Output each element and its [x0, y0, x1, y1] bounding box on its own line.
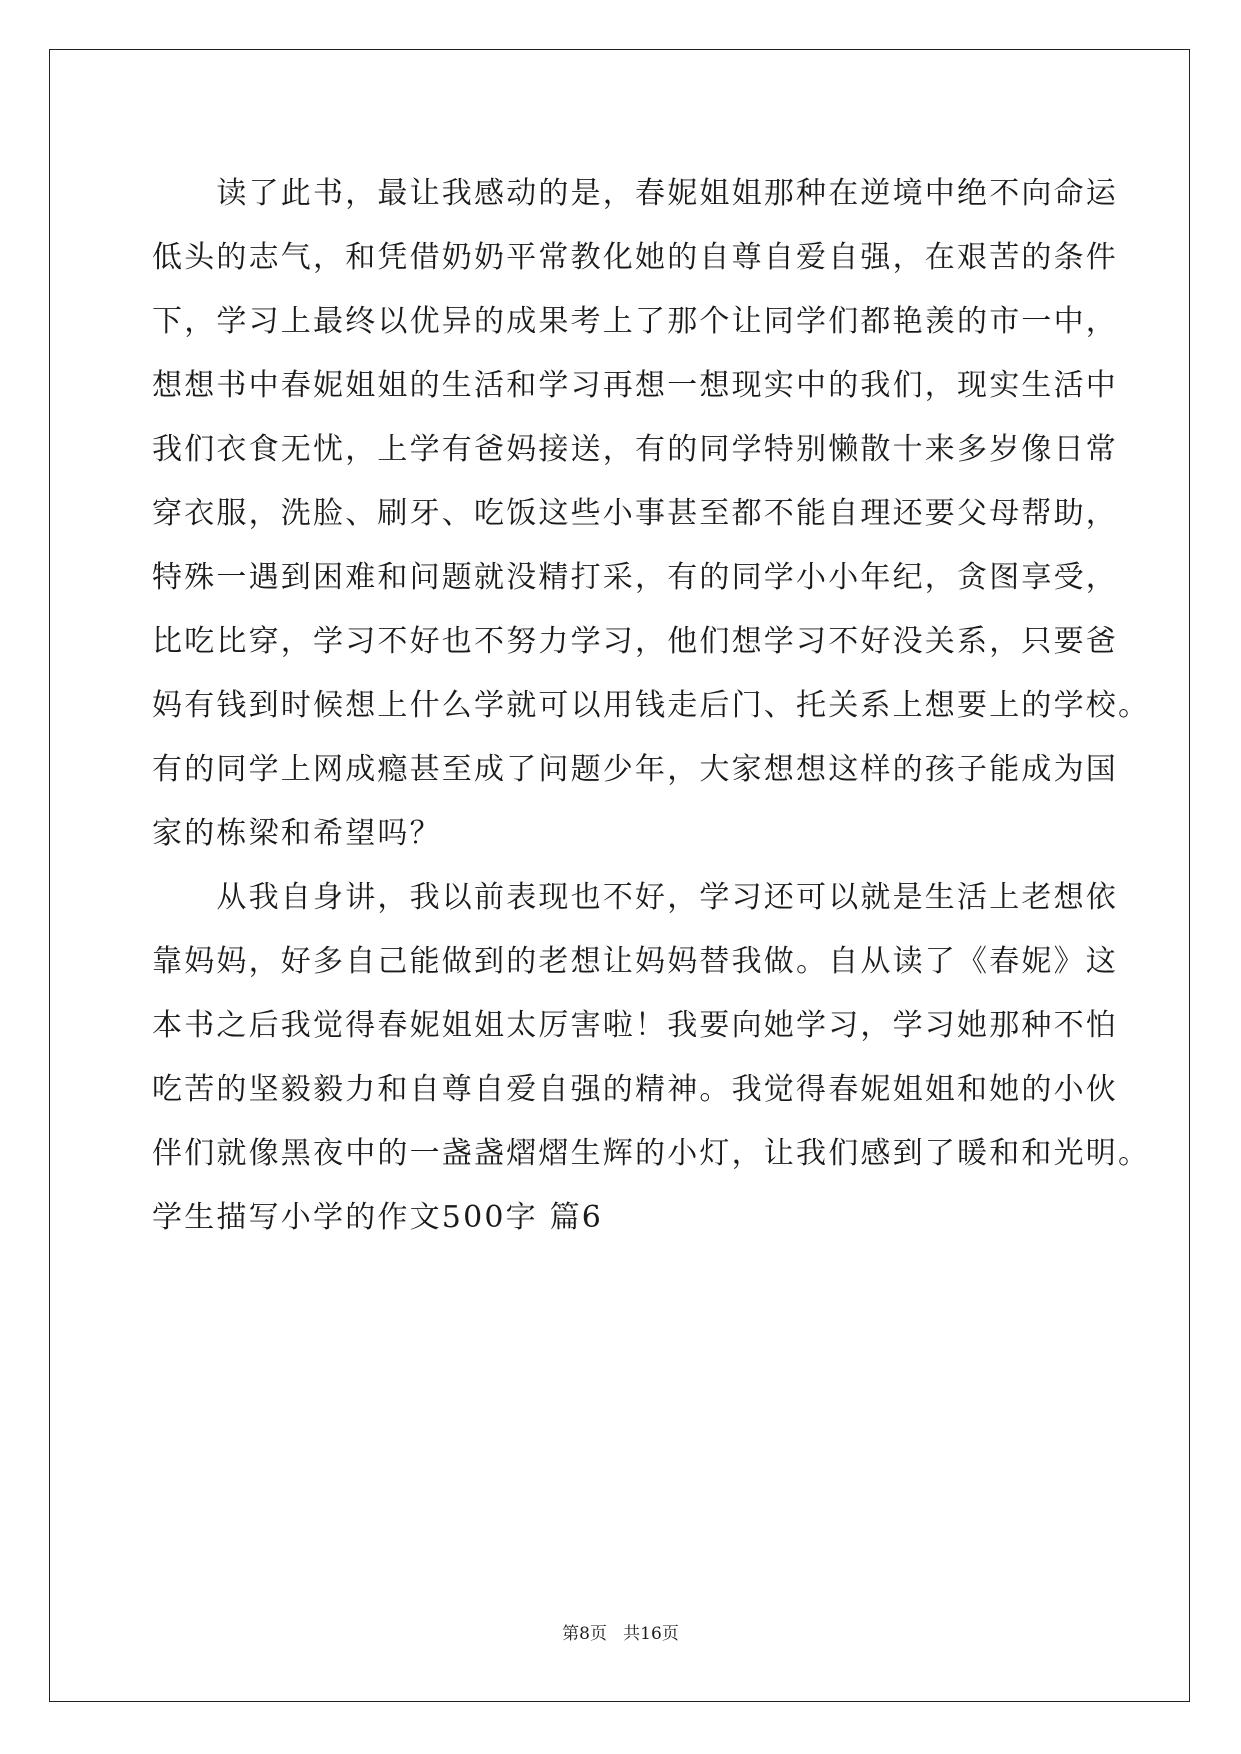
text-line: 靠妈妈，好多自己能做到的老想让妈妈替我做。自从读了《春妮》这 [152, 944, 1118, 979]
text-line: 下，学习上最终以优异的成果考上了那个让同学们都艳羡的市一中， [152, 304, 1118, 339]
text-line: 伴们就像黑夜中的一盏盏熠熠生辉的小灯，让我们感到了暖和和光明。 [152, 1136, 1151, 1171]
text-line: 吃苦的坚毅毅力和自尊自爱自强的精神。我觉得春妮姐姐和她的小伙 [152, 1072, 1118, 1107]
text-line: 比吃比穿，学习不好也不努力学习，他们想学习不好没关系，只要爸 [152, 624, 1118, 659]
text-line: 从我自身讲，我以前表现也不好，学习还可以就是生活上老想依 [152, 880, 1118, 915]
document-body [152, 162, 1151, 1250]
text-line: 特殊一遇到困难和问题就没精打采，有的同学小小年纪，贪图享受， [152, 560, 1118, 595]
text-line: 读了此书，最让我感动的是，春妮姐姐那种在逆境中绝不向命运 [152, 176, 1118, 211]
text-line: 穿衣服，洗脸、刷牙、吃饭这些小事甚至都不能自理还要父母帮助， [152, 496, 1118, 531]
section-heading: 学生描写小学的作文500字 篇6 [152, 1200, 604, 1235]
text-line: 妈有钱到时候想上什么学就可以用钱走后门、托关系上想要上的学校。 [152, 688, 1151, 723]
text-line: 本书之后我觉得春妮姐姐太厉害啦！我要向她学习，学习她那种不怕 [152, 1008, 1118, 1043]
text-line: 有的同学上网成瘾甚至成了问题少年，大家想想这样的孩子能成为国 [152, 752, 1118, 787]
text-line: 低头的志气，和凭借奶奶平常教化她的自尊自爱自强，在艰苦的条件 [152, 240, 1118, 275]
text-line: 家的栋梁和希望吗？ [152, 816, 442, 851]
text-line: 想想书中春妮姐姐的生活和学习再想一想现实中的我们，现实生活中 [152, 368, 1118, 403]
text-line: 我们衣食无忧，上学有爸妈接送，有的同学特别懒散十来多岁像日常 [152, 432, 1118, 467]
page-number-footer: 第8页 共16页 [562, 1624, 679, 1644]
